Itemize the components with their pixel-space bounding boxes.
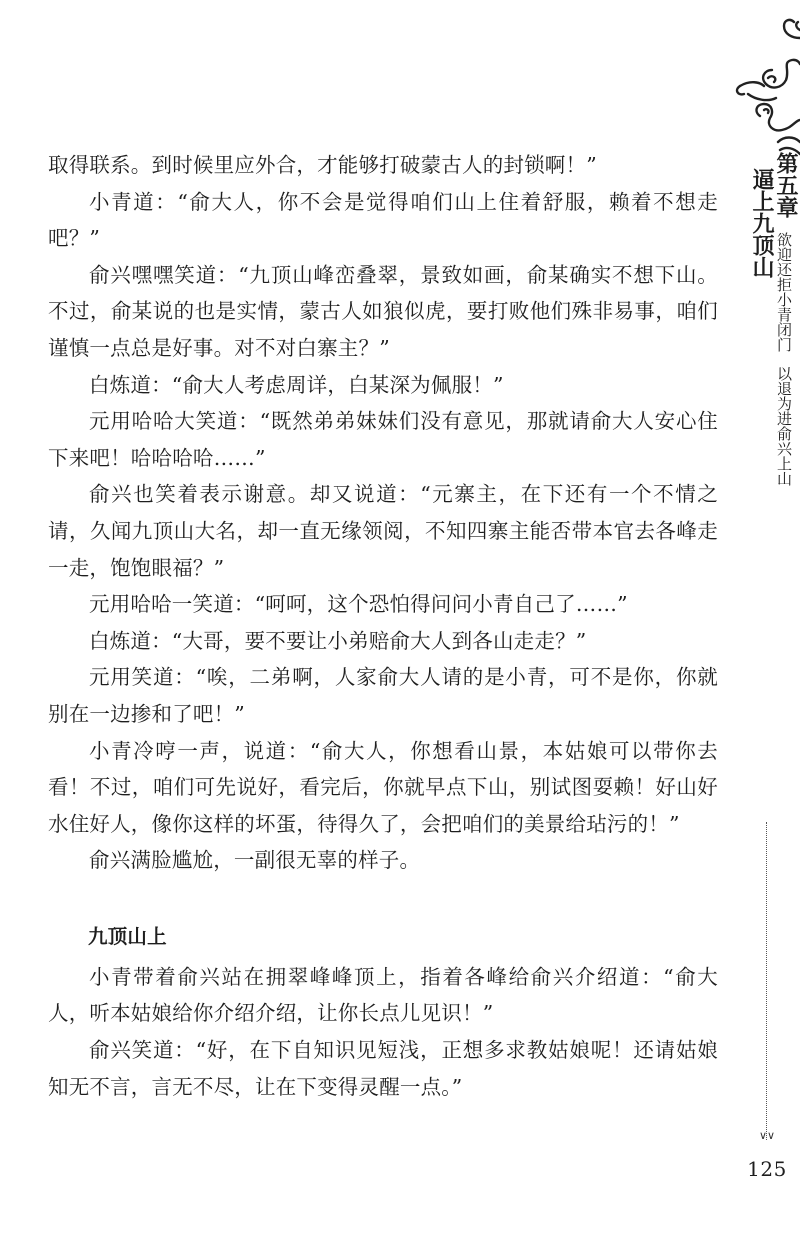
chevron-down-icon: ∨∨ — [759, 1129, 776, 1142]
paragraph: 元用笑道：“唉，二弟啊，人家俞大人请的是小青，可不是你，你就别在一边掺和了吧！” — [48, 665, 718, 726]
page-number: 125 — [747, 1157, 787, 1181]
margin-dotted-line — [766, 822, 767, 1140]
paragraph: 白炼道：“大哥，要不要让小弟赔俞大人到各山走走？” — [89, 628, 587, 653]
chapter-label: 第五章 — [773, 152, 799, 218]
paragraph: 俞兴嘿嘿笑道：“九顶山峰峦叠翠，景致如画，俞某确实不想下山。不过，俞某说的也是实情，蒙古人如狼似虎，要打败他们殊非易事，咱们谨慎一点总是好事。对不对白寨主？” — [48, 262, 718, 360]
chapter-title: 逼上九顶山 — [749, 168, 775, 278]
paragraph: 小青道：“俞大人，你不会是觉得咱们山上住着舒服，赖着不想走吧？” — [48, 189, 718, 251]
paragraph: 取得联系。到时候里应外合，才能够打破蒙古人的封锁啊！” — [48, 153, 597, 177]
paragraph: 小青冷哼一声，说道：“俞大人，你想看山景，本姑娘可以带你去看！不过，咱们可先说好，看完后，你就早点下山，别试图耍赖！好山好水住好人，像你这样的坏蛋，待得久了，会把咱们的美景给玷污的！” — [48, 738, 718, 836]
section-heading: 九顶山上 — [88, 924, 167, 948]
chapter-subtitle-part2: 以退为进俞兴上山 — [775, 366, 793, 486]
paragraph: 元用哈哈一笑道：“呵呵，这个恐怕得问问小青自己了……” — [89, 592, 628, 617]
body-text — [48, 147, 718, 1105]
paragraph: 白炼道：“俞大人考虑周详，白某深为佩服！” — [89, 372, 504, 397]
paragraph: 俞兴笑道：“好，在下自知识见短浅，正想多求教姑娘呢！还请姑娘知无不言，言无不尽，让在下变得灵醒一点。” — [48, 1038, 718, 1099]
paragraph: 俞兴满脸尴尬，一副很无辜的样子。 — [89, 848, 421, 873]
chapter-subtitle-vertical — [776, 232, 792, 486]
chapter-subtitle-part1: 欲迎还拒小青闭门 — [775, 232, 793, 352]
paragraph: 俞兴也笑着表示谢意。却又说道：“元寨主，在下还有一个不情之请，久闻九顶山大名，却一直无缘领阅，不知四寨主能否带本官去各峰走一走，饱饱眼福？” — [48, 482, 718, 580]
paragraph: 元用哈哈大笑道：“既然弟弟妹妹们没有意见，那就请俞大人安心住下来吧！哈哈哈哈……” — [48, 409, 718, 470]
paragraph: 小青带着俞兴站在拥翠峰峰顶上，指着各峰给俞兴介绍道：“俞大人，听本姑娘给你介绍介绍，让你长点儿见识！” — [48, 964, 718, 1026]
cloud-ornament-icon — [700, 8, 800, 158]
